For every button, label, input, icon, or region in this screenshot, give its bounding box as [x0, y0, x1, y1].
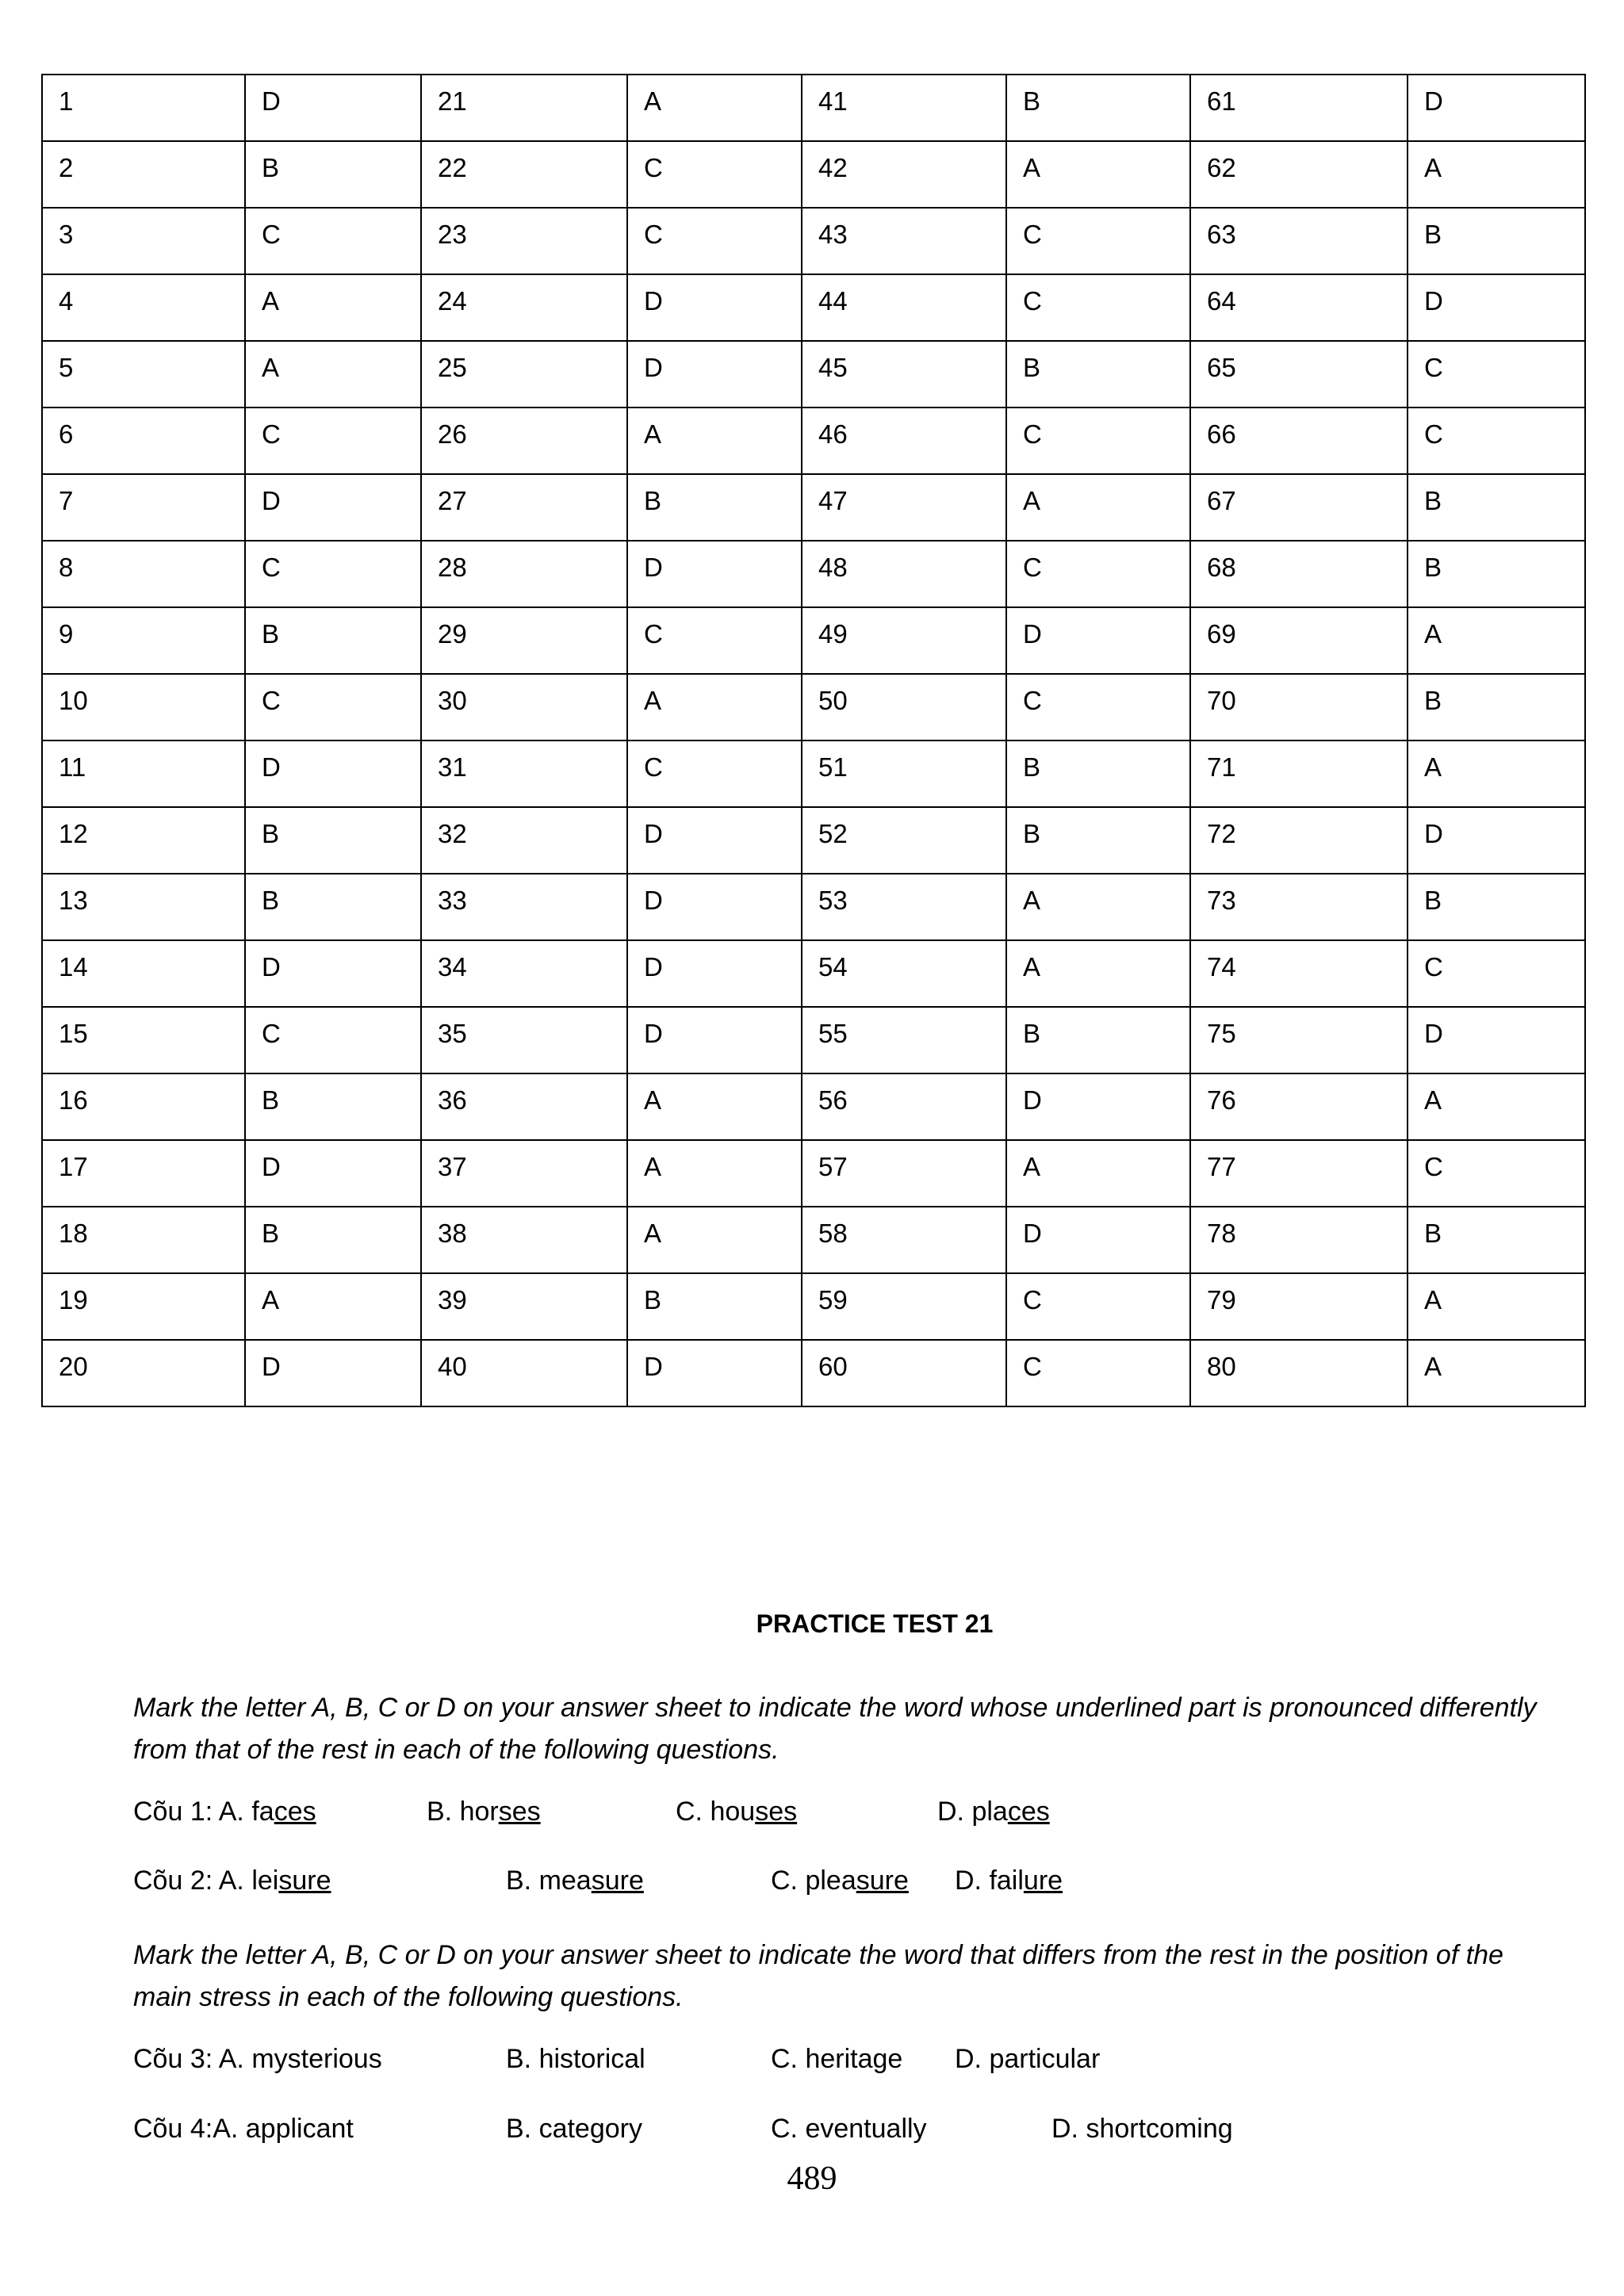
table-row [42, 474, 1585, 541]
answer-letter-cell: D [627, 1007, 802, 1073]
answer-letter-cell: A [1408, 1073, 1585, 1140]
answer-letter-cell: C [245, 208, 421, 274]
question-number-cell: 38 [421, 1207, 627, 1273]
question-number-cell: 10 [42, 674, 245, 740]
answer-letter-cell: B [1408, 874, 1585, 940]
answer-letter-cell: B [627, 1273, 802, 1340]
question-number-cell: 69 [1190, 607, 1408, 674]
instruction-stress: Mark the letter A, B, C or D on your answer sheet to indicate the word that differs from the rest in the position of the main stress in each of the following questions. [133, 1940, 1503, 2012]
q4-option-a-text: A. applicant [213, 2114, 354, 2144]
question-number-cell: 2 [42, 141, 245, 208]
answer-letter-cell: B [627, 474, 802, 541]
table-row [42, 807, 1585, 874]
question-number-cell: 4 [42, 274, 245, 341]
table-row [42, 874, 1585, 940]
table-row [42, 1007, 1585, 1073]
question-number-cell: 20 [42, 1340, 245, 1406]
question-number-cell: 80 [1190, 1340, 1408, 1406]
q2-option-c [771, 1866, 909, 1896]
answer-letter-cell: A [1006, 141, 1190, 208]
question-number-cell: 25 [421, 341, 627, 408]
question-number-cell: 63 [1190, 208, 1408, 274]
table-row [42, 208, 1585, 274]
question-number-cell: 39 [421, 1273, 627, 1340]
question-number-cell: 40 [421, 1340, 627, 1406]
table-row [42, 274, 1585, 341]
answer-letter-cell: C [1006, 208, 1190, 274]
question-number-cell: 59 [802, 1273, 1006, 1340]
question-number-cell: 32 [421, 807, 627, 874]
answer-letter-cell: D [245, 740, 421, 807]
answer-letter-cell: B [1408, 474, 1585, 541]
answer-letter-cell: A [627, 1073, 802, 1140]
answer-letter-cell: B [245, 1207, 421, 1273]
answer-letter-cell: C [1006, 1340, 1190, 1406]
question-number-cell: 76 [1190, 1073, 1408, 1140]
answer-letter-cell: B [245, 1073, 421, 1140]
answer-letter-cell: C [627, 208, 802, 274]
answer-letter-cell: D [1408, 807, 1585, 874]
question-number-cell: 60 [802, 1340, 1006, 1406]
answer-letter-cell: C [245, 1007, 421, 1073]
question-number-cell: 51 [802, 740, 1006, 807]
answer-letter-cell: B [1408, 541, 1585, 607]
table-row [42, 1207, 1585, 1273]
answer-letter-cell: C [627, 607, 802, 674]
question-number-cell: 52 [802, 807, 1006, 874]
answer-letter-cell: A [1006, 940, 1190, 1007]
answer-letter-cell: C [1408, 408, 1585, 474]
question-number-cell: 74 [1190, 940, 1408, 1007]
answer-letter-cell: A [1408, 1340, 1585, 1406]
question-number-cell: 57 [802, 1140, 1006, 1207]
q1-option-b-underlined: ses [498, 1797, 541, 1827]
answer-letter-cell: D [627, 274, 802, 341]
answer-letter-cell: D [627, 940, 802, 1007]
question-number-cell: 31 [421, 740, 627, 807]
answer-letter-cell: D [1006, 1073, 1190, 1140]
question-number-cell: 12 [42, 807, 245, 874]
answer-letter-cell: D [627, 541, 802, 607]
question-number-cell: 1 [42, 75, 245, 141]
answer-letter-cell: B [245, 607, 421, 674]
question-number-cell: 23 [421, 208, 627, 274]
question-number-cell: 34 [421, 940, 627, 1007]
answer-letter-cell: C [1006, 674, 1190, 740]
question-number-cell: 48 [802, 541, 1006, 607]
question-number-cell: 56 [802, 1073, 1006, 1140]
q2-option-c-prefix: C. plea [771, 1866, 856, 1896]
answer-letter-cell: C [1408, 940, 1585, 1007]
answer-letter-cell: A [1408, 141, 1585, 208]
question-number-cell: 42 [802, 141, 1006, 208]
question-number-cell: 37 [421, 1140, 627, 1207]
q2-option-d-underlined: ure [1023, 1866, 1063, 1896]
question-number-cell: 28 [421, 541, 627, 607]
q1-option-c-underlined: ses [755, 1797, 798, 1827]
q4-option-c: C. eventually [771, 2114, 927, 2144]
q2-option-b [506, 1866, 644, 1896]
answer-letter-cell: B [1408, 208, 1585, 274]
table-row [42, 674, 1585, 740]
question-number-cell: 68 [1190, 541, 1408, 607]
answer-letter-cell: A [1006, 874, 1190, 940]
question-number-cell: 15 [42, 1007, 245, 1073]
question-number-cell: 30 [421, 674, 627, 740]
answer-letter-cell: D [245, 940, 421, 1007]
question-number-cell: 66 [1190, 408, 1408, 474]
q1-label-text: Cõu 1: [133, 1797, 219, 1827]
table-row [42, 740, 1585, 807]
question-number-cell: 8 [42, 541, 245, 607]
q3-option-a-text: A. mysterious [218, 2044, 382, 2074]
question-number-cell: 75 [1190, 1007, 1408, 1073]
table-row [42, 1273, 1585, 1340]
answer-letter-cell: B [245, 874, 421, 940]
question-number-cell: 35 [421, 1007, 627, 1073]
answer-letter-cell: C [1006, 541, 1190, 607]
question-number-cell: 53 [802, 874, 1006, 940]
q2-option-a [133, 1866, 331, 1896]
q1-option-d [937, 1797, 1050, 1827]
question-number-cell: 43 [802, 208, 1006, 274]
table-row [42, 1073, 1585, 1140]
q4-label-text: Cõu 4: [133, 2114, 213, 2144]
question-number-cell: 33 [421, 874, 627, 940]
question-number-cell: 79 [1190, 1273, 1408, 1340]
q4-option-d: D. shortcoming [1051, 2114, 1233, 2144]
answer-key-table [41, 74, 1586, 1407]
answer-letter-cell: C [245, 674, 421, 740]
answer-letter-cell: B [1006, 1007, 1190, 1073]
answer-letter-cell: D [1408, 274, 1585, 341]
answer-letter-cell: C [245, 541, 421, 607]
page-number: 489 [787, 2160, 837, 2197]
q2-option-a-prefix: A. lei [218, 1866, 279, 1896]
question-number-cell: 27 [421, 474, 627, 541]
answer-letter-cell: A [1006, 1140, 1190, 1207]
question-number-cell: 71 [1190, 740, 1408, 807]
question-number-cell: 77 [1190, 1140, 1408, 1207]
question-number-cell: 47 [802, 474, 1006, 541]
answer-letter-cell: B [1006, 75, 1190, 141]
answer-letter-cell: A [1408, 607, 1585, 674]
answer-letter-cell: C [1408, 1140, 1585, 1207]
answer-letter-cell: C [1006, 408, 1190, 474]
question-number-cell: 26 [421, 408, 627, 474]
question-number-cell: 17 [42, 1140, 245, 1207]
q3-option-a [133, 2044, 382, 2075]
table-row [42, 607, 1585, 674]
question-number-cell: 11 [42, 740, 245, 807]
answer-letter-cell: D [627, 341, 802, 408]
q2-option-b-underlined: sure [591, 1866, 644, 1896]
q1-option-d-prefix: D. pla [937, 1797, 1008, 1827]
answer-letter-cell: D [1408, 1007, 1585, 1073]
table-row [42, 75, 1585, 141]
q1-option-c [676, 1797, 797, 1827]
question-number-cell: 50 [802, 674, 1006, 740]
question-number-cell: 9 [42, 607, 245, 674]
answer-letter-cell: B [245, 807, 421, 874]
q2-label-text: Cõu 2: [133, 1866, 219, 1896]
question-number-cell: 78 [1190, 1207, 1408, 1273]
q3-option-d: D. particular [955, 2044, 1101, 2074]
question-number-cell: 6 [42, 408, 245, 474]
answer-letter-cell: C [627, 141, 802, 208]
test-title: PRACTICE TEST 21 [756, 1609, 994, 1638]
table-row [42, 408, 1585, 474]
answer-letter-cell: B [1408, 1207, 1585, 1273]
question-number-cell: 18 [42, 1207, 245, 1273]
table-row [42, 141, 1585, 208]
question-number-cell: 55 [802, 1007, 1006, 1073]
answer-letter-cell: D [245, 474, 421, 541]
question-number-cell: 19 [42, 1273, 245, 1340]
answer-letter-cell: A [627, 75, 802, 141]
answer-letter-cell: A [627, 1140, 802, 1207]
question-number-cell: 7 [42, 474, 245, 541]
answer-letter-cell: C [1006, 1273, 1190, 1340]
table-row [42, 1140, 1585, 1207]
answer-letter-cell: D [1006, 1207, 1190, 1273]
answer-letter-cell: C [1006, 274, 1190, 341]
question-number-cell: 61 [1190, 75, 1408, 141]
q1-option-b-prefix: B. hor [427, 1797, 499, 1827]
question-number-cell: 14 [42, 940, 245, 1007]
q2-option-b-prefix: B. mea [506, 1866, 592, 1896]
q3-label-text: Cõu 3: [133, 2044, 219, 2074]
table-row [42, 341, 1585, 408]
question-number-cell: 58 [802, 1207, 1006, 1273]
answer-letter-cell: B [1006, 341, 1190, 408]
answer-letter-cell: D [1408, 75, 1585, 141]
q2-option-d-prefix: D. fail [955, 1866, 1024, 1896]
question-number-cell: 67 [1190, 474, 1408, 541]
answer-letter-cell: A [627, 408, 802, 474]
answer-letter-cell: A [1408, 740, 1585, 807]
question-number-cell: 44 [802, 274, 1006, 341]
answer-letter-cell: C [627, 740, 802, 807]
q1-option-c-prefix: C. hou [676, 1797, 756, 1827]
q1-option-a-underlined: ces [274, 1797, 316, 1827]
answer-letter-cell: A [245, 274, 421, 341]
answer-letter-cell: D [245, 1340, 421, 1406]
question-number-cell: 45 [802, 341, 1006, 408]
question-number-cell: 72 [1190, 807, 1408, 874]
question-number-cell: 73 [1190, 874, 1408, 940]
question-number-cell: 36 [421, 1073, 627, 1140]
question-number-cell: 70 [1190, 674, 1408, 740]
answer-letter-cell: A [627, 1207, 802, 1273]
question-number-cell: 41 [802, 75, 1006, 141]
answer-letter-cell: A [627, 674, 802, 740]
question-number-cell: 46 [802, 408, 1006, 474]
question-number-cell: 29 [421, 607, 627, 674]
question-number-cell: 54 [802, 940, 1006, 1007]
q1-option-d-underlined: ces [1007, 1797, 1050, 1827]
answer-key-body [42, 75, 1585, 1406]
q1-option-a-prefix: A. fa [218, 1797, 274, 1827]
question-1-label [133, 1797, 316, 1827]
q2-option-c-underlined: sure [856, 1866, 909, 1896]
answer-letter-cell: A [245, 341, 421, 408]
answer-letter-cell: D [627, 1340, 802, 1406]
answer-letter-cell: B [245, 141, 421, 208]
q3-option-b: B. historical [506, 2044, 645, 2074]
answer-letter-cell: A [1006, 474, 1190, 541]
table-row [42, 541, 1585, 607]
question-number-cell: 24 [421, 274, 627, 341]
question-number-cell: 13 [42, 874, 245, 940]
answer-letter-cell: D [1006, 607, 1190, 674]
question-number-cell: 65 [1190, 341, 1408, 408]
question-number-cell: 16 [42, 1073, 245, 1140]
question-number-cell: 21 [421, 75, 627, 141]
question-number-cell: 64 [1190, 274, 1408, 341]
q4-option-b: B. category [506, 2114, 642, 2144]
q2-option-d [955, 1866, 1063, 1896]
answer-letter-cell: A [245, 1273, 421, 1340]
answer-letter-cell: B [1408, 674, 1585, 740]
table-row [42, 1340, 1585, 1406]
q4-option-a [133, 2114, 354, 2145]
answer-letter-cell: B [1006, 807, 1190, 874]
answer-letter-cell: D [245, 75, 421, 141]
question-number-cell: 5 [42, 341, 245, 408]
q1-option-b [427, 1797, 541, 1827]
q3-option-c: C. heritage [771, 2044, 903, 2074]
instruction-pronunciation: Mark the letter A, B, C or D on your answer sheet to indicate the word whose underlined part is pronounced differently from that of the rest in each of the following questions. [133, 1693, 1537, 1765]
q2-option-a-underlined: sure [278, 1866, 331, 1896]
question-number-cell: 62 [1190, 141, 1408, 208]
answer-letter-cell: C [1408, 341, 1585, 408]
question-number-cell: 22 [421, 141, 627, 208]
answer-letter-cell: D [245, 1140, 421, 1207]
question-number-cell: 49 [802, 607, 1006, 674]
answer-letter-cell: D [627, 874, 802, 940]
table-row [42, 940, 1585, 1007]
answer-letter-cell: D [627, 807, 802, 874]
answer-letter-cell: B [1006, 740, 1190, 807]
answer-letter-cell: C [245, 408, 421, 474]
question-number-cell: 3 [42, 208, 245, 274]
answer-letter-cell: A [1408, 1273, 1585, 1340]
